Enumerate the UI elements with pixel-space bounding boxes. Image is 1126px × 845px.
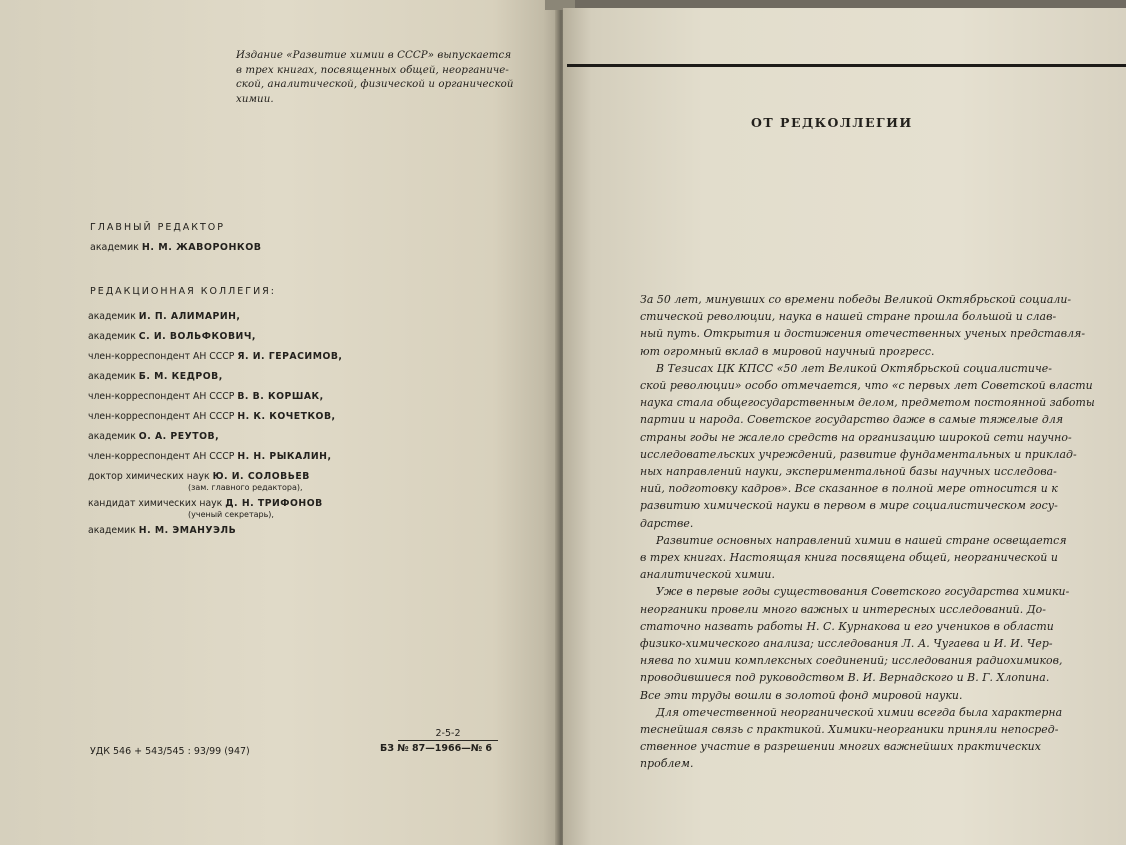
paragraph-line: ственное участие в разрешении многих важнейших практических (640, 740, 1041, 754)
paragraph-line: Развитие основных направлений химии в нашей стране освещается (656, 533, 1067, 547)
member-title: академик (88, 331, 136, 342)
paragraph-line: наука стала общегосударственным делом, предметом постоянной заботы (640, 396, 1095, 410)
member-title: член-корреспондент АН СССР (88, 451, 235, 462)
member-title: академик (88, 431, 136, 442)
board-member (88, 408, 388, 428)
member-name: В. В. КОРШАК, (237, 391, 324, 402)
board-member (88, 468, 388, 495)
board-member (88, 308, 388, 328)
member-note: (зам. главного редактора), (188, 483, 303, 492)
editorial-board-list (88, 308, 388, 542)
paragraph-line: Все эти труды вошли в золотой фонд мировой науки. (640, 688, 963, 702)
series-note (236, 49, 514, 107)
board-member (88, 348, 388, 368)
publication-code (380, 728, 510, 754)
paragraph-line: неорганики провели много важных и интересных исследований. До- (640, 602, 1046, 616)
header-rule (567, 64, 1126, 67)
board-member (88, 428, 388, 448)
paragraph-line: В Тезисах ЦК КПСС «50 лет Великой Октябрьской социалистиче- (656, 361, 1053, 375)
paragraph-line: аналитической химии. (640, 568, 775, 582)
paragraph-line: дарстве. (640, 516, 694, 530)
member-name: О. А. РЕУТОВ, (138, 431, 220, 442)
board-member (88, 328, 388, 348)
member-name: Д. Н. ТРИФОНОВ (225, 498, 323, 509)
paragraph-line: в трех книгах. Настоящая книга посвящена общей, неорганической и (640, 551, 1058, 565)
code-fraction-top: 2-5-2 (398, 728, 498, 741)
member-name: Н. М. ЭМАНУЭЛЬ (138, 525, 237, 536)
member-name: Н. К. КОЧЕТКОВ, (237, 411, 336, 422)
paragraph-line: Уже в первые годы существования Советского государства химики- (656, 585, 1070, 599)
paragraph-line: развитию химической науки в первом в мире социалистическом госу- (640, 499, 1058, 513)
chief-editor-label: ГЛАВНЫЙ РЕДАКТОР (90, 222, 226, 233)
member-name: Б. М. КЕДРОВ, (138, 371, 223, 382)
udk-code: УДК 546 + 543/545 : 93/99 (947) (90, 746, 250, 757)
paragraph-line: ний, подготовку кадров». Все сказанное в полной мере относится и к (640, 482, 1058, 496)
paragraph-line: физико-химического анализа; исследования Л. А. Чугаева и И. И. Чер- (640, 637, 1053, 651)
paragraph-line: ской революции» особо отмечается, что «с первых лет Советской власти (640, 379, 1093, 393)
member-title: академик (88, 525, 136, 536)
board-member (88, 388, 388, 408)
paragraph-line: ный путь. Открытия и достижения отечественных ученых представля- (640, 327, 1086, 341)
series-note-line: Издание «Развитие химии в СССР» выпускается (236, 50, 512, 61)
board-member (88, 368, 388, 388)
paragraph-line: статочно назвать работы Н. С. Курнакова и его учеников в области (640, 619, 1054, 633)
series-note-line: ской, аналитической, физической и органической (236, 79, 514, 90)
paragraph-line: няева по химии комплексных соединений; исследования радиохимиков, (640, 654, 1063, 668)
chief-editor-title: академик (90, 242, 139, 253)
body-text (640, 291, 1100, 773)
chief-editor (90, 242, 262, 253)
paragraph-line: страны годы не жалело средств на организацию широкой сети научно- (640, 430, 1072, 444)
board-member (88, 448, 388, 468)
member-title: член-корреспондент АН СССР (88, 351, 235, 362)
member-name: С. И. ВОЛЬФКОВИЧ, (138, 331, 256, 342)
member-title: член-корреспондент АН СССР (88, 411, 235, 422)
paragraph-line: Для отечественной неорганической химии всегда была характерна (656, 705, 1063, 719)
paragraph-line: проблем. (640, 757, 694, 771)
member-note: (ученый секретарь), (188, 510, 274, 519)
paragraph-line: стической революции, наука в нашей стране прошла большой и слав- (640, 310, 1057, 324)
member-title: доктор химических наук (88, 471, 210, 482)
paragraph-line: партии и народа. Советское государство даже в самые тяжелые для (640, 413, 1064, 427)
member-title: кандидат химических наук (88, 498, 223, 509)
paragraph-line: теснейшая связь с практикой. Химики-неорганики приняли непосред- (640, 723, 1059, 737)
paragraph-line: За 50 лет, минувших со времени победы Великой Октябрьской социали- (640, 293, 1072, 306)
member-title: член-корреспондент АН СССР (88, 391, 235, 402)
member-name: Н. Н. РЫКАЛИН, (237, 451, 332, 462)
member-title: академик (88, 311, 136, 322)
paragraph-line: ют огромный вклад в мировой научный прогресс. (640, 344, 935, 358)
series-note-line: химии. (236, 93, 274, 105)
board-member (88, 495, 388, 522)
editorial-board-label: РЕДАКЦИОННАЯ КОЛЛЕГИЯ: (90, 286, 276, 297)
series-note-line: в трех книгах, посвященных общей, неорганиче- (236, 64, 509, 76)
member-name: Ю. И. СОЛОВЬЕВ (212, 471, 310, 482)
chief-editor-name: Н. М. ЖАВОРОНКОВ (141, 242, 262, 253)
paragraph-line: исследовательских учреждений, развитие фундаментальных и приклад- (640, 447, 1077, 461)
left-page (0, 0, 560, 845)
board-member (88, 522, 388, 542)
member-name: Я. И. ГЕРАСИМОВ, (237, 351, 343, 362)
member-name: И. П. АЛИМАРИН, (138, 311, 241, 322)
code-fraction-bottom: БЗ № 87—1966—№ 6 (380, 743, 493, 754)
member-title: академик (88, 371, 136, 382)
page-heading: ОТ РЕДКОЛЛЕГИИ (751, 115, 913, 130)
paragraph-line: проводившиеся под руководством В. И. Вернадского и В. Г. Хлопина. (640, 671, 1050, 685)
paragraph-line: ных направлений науки, экспериментальной базы научных исследова- (640, 465, 1057, 479)
